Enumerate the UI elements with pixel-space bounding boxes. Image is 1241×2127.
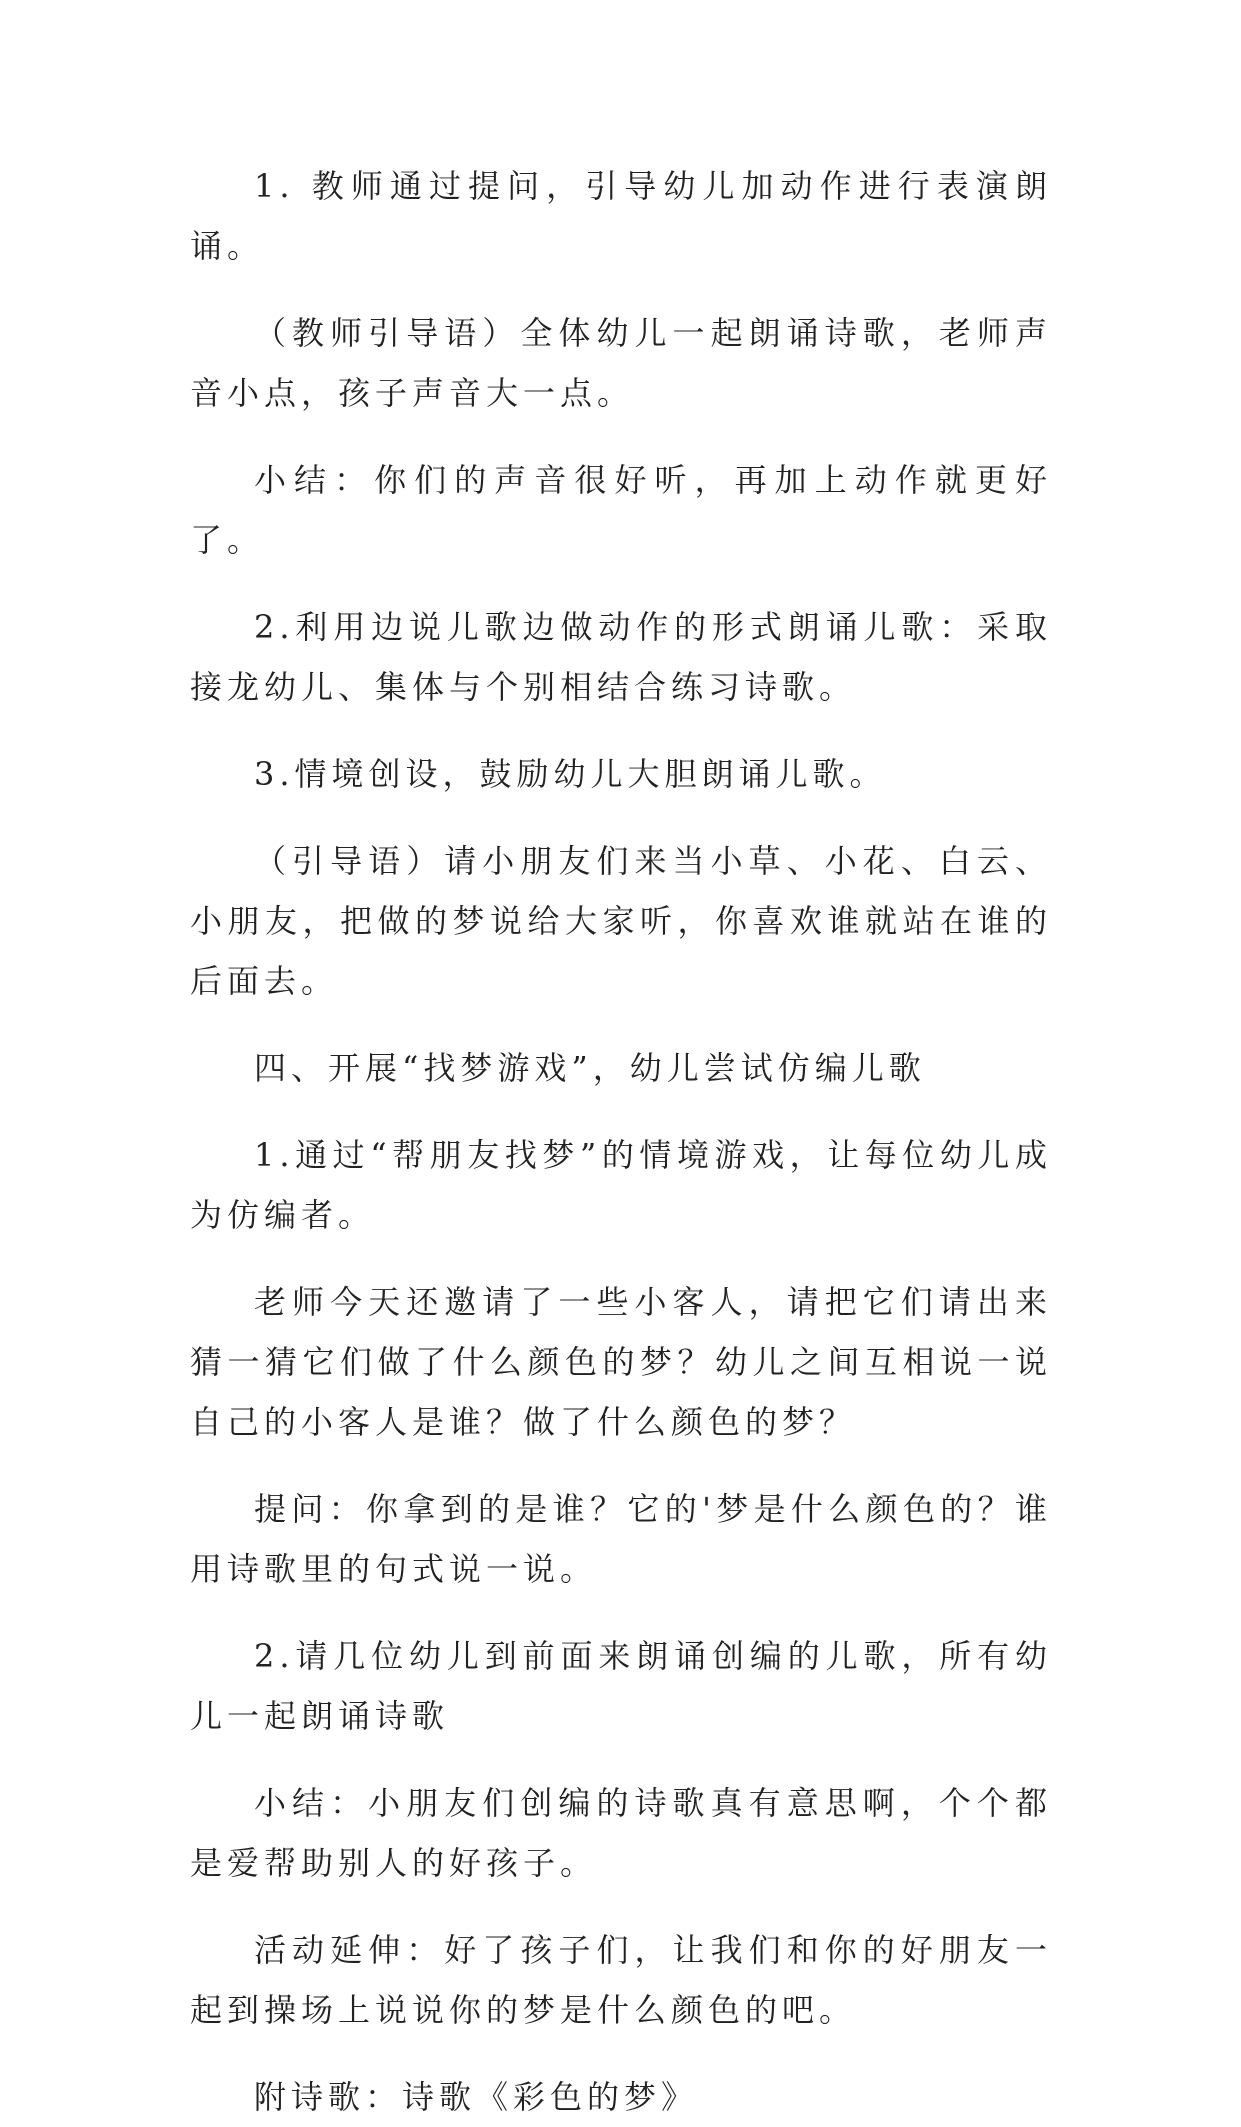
document-body [190,156,1052,2127]
paragraph-8: 1.通过“帮朋友找梦”的情境游戏，让每位幼儿成为仿编者。 [190,1136,1052,1234]
paragraph-6: （引导语）请小朋友们来当小草、小花、白云、小朋友，把做的梦说给大家听，你喜欢谁就站在谁的后面去。 [190,842,1052,1000]
section-heading: 四、开展“找梦游戏”，幼儿尝试仿编儿歌 [254,1049,926,1087]
paragraph-10: 提问：你拿到的是谁？它的'梦是什么颜色的？谁用诗歌里的句式说一说。 [190,1490,1052,1588]
paragraph-3: 小结：你们的声音很好听，再加上动作就更好了。 [190,461,1052,559]
paragraph-1: 1. 教师通过提问，引导幼儿加动作进行表演朗诵。 [190,167,1052,265]
paragraph-9: 老师今天还邀请了一些小客人，请把它们请出来猜一猜它们做了什么颜色的梦？幼儿之间互相说一说自己的小客人是谁？做了什么颜色的梦？ [190,1283,1052,1441]
paragraph-14: 附诗歌：诗歌《彩色的梦》 [254,2078,699,2116]
paragraph-12: 小结：小朋友们创编的诗歌真有意思啊，个个都是爱帮助别人的好孩子。 [190,1784,1052,1882]
paragraph-2: （教师引导语）全体幼儿一起朗诵诗歌，老师声音小点，孩子声音大一点。 [190,314,1052,412]
paragraph-11: 2.请几位幼儿到前面来朗诵创编的儿歌，所有幼儿一起朗诵诗歌 [190,1637,1052,1735]
paragraph-5: 3.情境创设，鼓励幼儿大胆朗诵儿歌。 [254,755,887,793]
paragraph-13: 活动延伸：好了孩子们，让我们和你的好朋友一起到操场上说说你的梦是什么颜色的吧。 [190,1931,1052,2029]
paragraph-4: 2.利用边说儿歌边做动作的形式朗诵儿歌：采取接龙幼儿、集体与个别相结合练习诗歌。 [190,608,1052,706]
